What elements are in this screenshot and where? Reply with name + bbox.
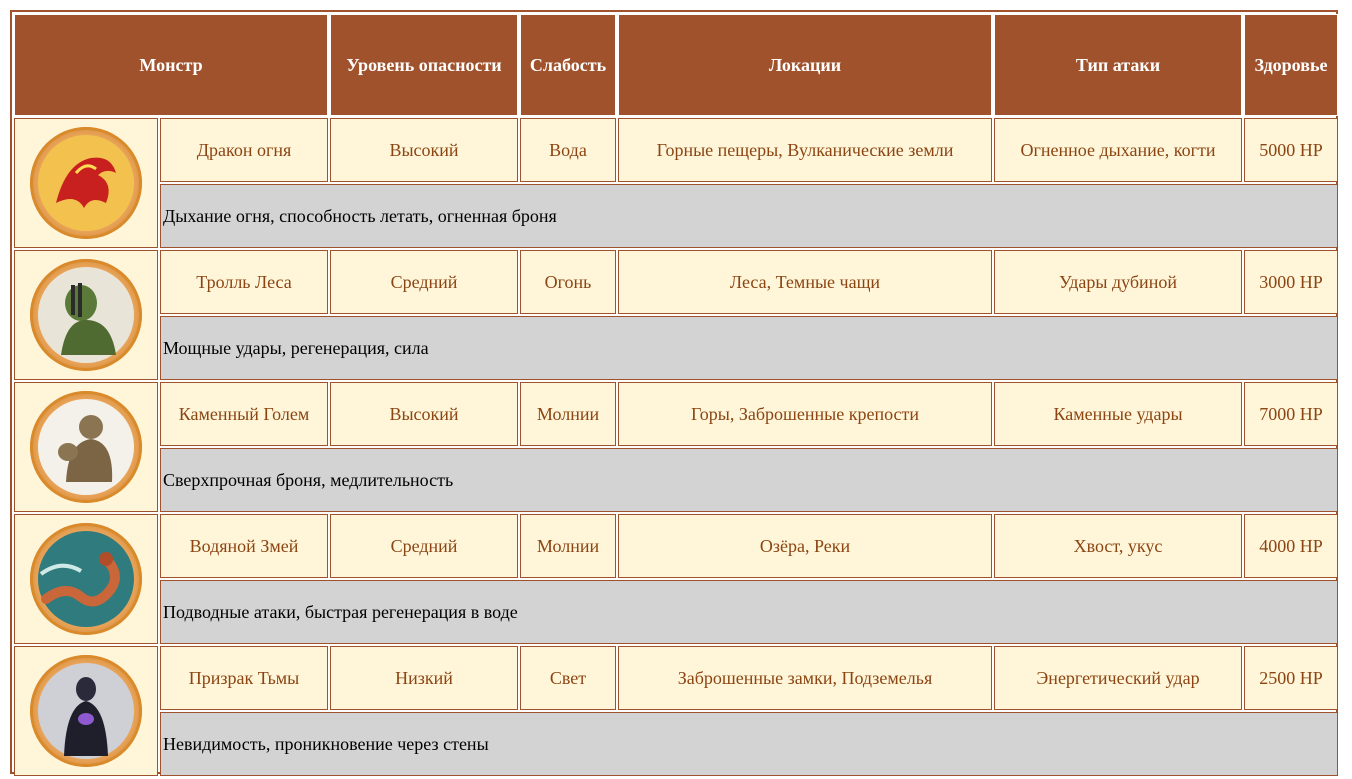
abilities: Мощные удары, регенерация, сила [160,316,1338,380]
water-serpent-icon [30,523,142,635]
locations: Заброшенные замки, Подземелья [618,646,992,710]
table-row [14,382,1338,446]
abilities: Подводные атаки, быстрая регенерация в воде [160,580,1338,644]
table-row-abilities [14,448,1338,512]
locations: Озёра, Реки [618,514,992,578]
danger-level: Высокий [330,118,518,182]
monster-name: Каменный Голем [160,382,328,446]
health: 5000 HP [1244,118,1338,182]
weakness: Свет [520,646,616,710]
table-row-abilities [14,184,1338,248]
attack-type: Удары дубиной [994,250,1242,314]
health: 7000 HP [1244,382,1338,446]
abilities: Невидимость, проникновение через стены [160,712,1338,776]
table-row [14,514,1338,578]
monster-table [12,12,1340,778]
monster-name: Призрак Тьмы [160,646,328,710]
stone-golem-icon [30,391,142,503]
header-danger: Уровень опасности [330,14,518,116]
monster-name: Дракон огня [160,118,328,182]
shadow-ghost-icon [30,655,142,767]
monster-portrait-cell [14,250,158,380]
monster-name: Водяной Змей [160,514,328,578]
locations: Горы, Заброшенные крепости [618,382,992,446]
danger-level: Высокий [330,382,518,446]
weakness: Огонь [520,250,616,314]
forest-troll-icon [30,259,142,371]
weakness: Молнии [520,514,616,578]
danger-level: Средний [330,250,518,314]
header-monster: Монстр [14,14,328,116]
monster-name: Тролль Леса [160,250,328,314]
abilities: Сверхпрочная броня, медлительность [160,448,1338,512]
health: 4000 HP [1244,514,1338,578]
header-health: Здоровье [1244,14,1338,116]
monster-portrait-cell [14,118,158,248]
danger-level: Средний [330,514,518,578]
weakness: Молнии [520,382,616,446]
red-dragon-icon [30,127,142,239]
header-row [14,14,1338,116]
header-attack: Тип атаки [994,14,1242,116]
abilities: Дыхание огня, способность летать, огненная броня [160,184,1338,248]
monster-portrait-cell [14,514,158,644]
monster-portrait-cell [14,646,158,776]
danger-level: Низкий [330,646,518,710]
table-row [14,646,1338,710]
table-row [14,118,1338,182]
table-row-abilities [14,580,1338,644]
locations: Горные пещеры, Вулканические земли [618,118,992,182]
attack-type: Энергетический удар [994,646,1242,710]
header-locations: Локации [618,14,992,116]
monster-portrait-cell [14,382,158,512]
attack-type: Хвост, укус [994,514,1242,578]
weakness: Вода [520,118,616,182]
attack-type: Огненное дыхание, когти [994,118,1242,182]
health: 3000 HP [1244,250,1338,314]
attack-type: Каменные удары [994,382,1242,446]
health: 2500 HP [1244,646,1338,710]
locations: Леса, Темные чащи [618,250,992,314]
table-row-abilities [14,712,1338,776]
monster-table-frame [10,10,1338,774]
table-row [14,250,1338,314]
table-row-abilities [14,316,1338,380]
header-weakness: Слабость [520,14,616,116]
